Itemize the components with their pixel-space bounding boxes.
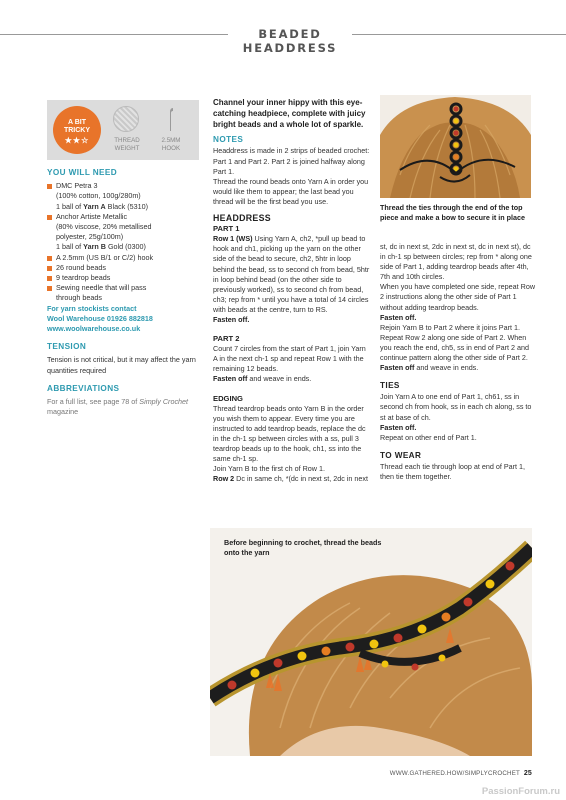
fasten-off: Fasten off.: [380, 312, 417, 322]
fasten-off: Fasten off and weave in ends.: [380, 363, 479, 373]
notes-heading: NOTES: [213, 135, 244, 145]
to-wear-text: Thread each tie through loop at end of Part 1, then tie them together.: [380, 461, 526, 481]
you-will-need-heading: YOU WILL NEED: [47, 168, 118, 177]
materials-item: 26 round beads: [47, 263, 205, 273]
row2-text: Row 2 Dc in same ch, *(dc in next st, 2dc in next: [213, 474, 368, 484]
footer-url: WWW.GATHERED.HOW/SIMPLYCROCHET: [389, 770, 520, 777]
stockist-url: www.woolwarehouse.co.uk: [47, 324, 141, 334]
page-title: BEADED HEADDRESS: [242, 27, 338, 55]
materials-item: DMC Petra 3 (100% cotton, 100g/280m) 1 ball of Yarn A Black (5310): [47, 181, 205, 212]
part2-text: Count 7 circles from the start of Part 1, join Yarn A in the next ch-1 sp and repeat Row 1 with the remaining 12 beads.: [213, 344, 366, 374]
part1-heading: PART 1: [213, 224, 240, 234]
middle-column: [213, 98, 371, 484]
page-footer: [390, 770, 532, 777]
tension-text: Tension is not critical, but it may affect the yarn quantities required: [47, 355, 196, 375]
part2-heading: PART 2: [213, 334, 240, 344]
watermark: PassionForum.ru: [481, 786, 560, 797]
abbreviations-heading: ABBREVIATIONS: [47, 383, 120, 393]
difficulty-badge-box: [47, 100, 199, 160]
crochet-hook-icon: [165, 106, 175, 132]
fasten-off: Fasten off.: [380, 422, 417, 432]
photo-caption-back: Thread the ties through the end of the top piece and make a bow to secure it in place: [380, 203, 525, 222]
part2-fasten: Fasten off and weave in ends.: [213, 374, 312, 384]
header-band: [0, 22, 566, 55]
ties-text: Join Yarn A to one end of Part 1, ch61, ss in second ch from hook, ss in each ch along, ss to st at base of ch.: [380, 392, 532, 422]
row2-continuation: st, dc in next st, 2dc in next st, dc in next st), dc in ch-1 sp between circles; rep from * along one side of Part 1, adding teardrop beads after 4th, 7th and 10th circles.: [380, 242, 532, 282]
right-para-2: When you have completed one side, repeat Row 2 instructions along the other side of Part 1 without adding teardrop beads.: [380, 282, 536, 312]
difficulty-badge: [53, 106, 101, 154]
stockist-name: Wool Warehouse 01926 882818: [47, 313, 153, 323]
star-rating-icon: ★★☆: [64, 136, 90, 145]
page-number: 25: [523, 770, 532, 777]
materials-item: Anchor Artiste Metallic (80% viscose, 20% metallised polyester, 25g/100m) 1 ball of Yarn B Gold (0300): [47, 212, 205, 253]
left-column: [47, 168, 205, 417]
photo-caption-main: Before beginning to crochet, thread the beads onto the yarn: [224, 538, 382, 557]
headdress-heading: HEADDRESS: [213, 213, 271, 224]
yarn-ball-icon: [113, 106, 139, 132]
edging-heading: EDGING: [213, 393, 243, 403]
notes-para-2: Thread the round beads onto Yarn A in order you would like them to appear; the last bead you thread will be the first bead you use.: [213, 176, 369, 206]
materials-item: Sewing needle that will pass through beads: [47, 283, 205, 303]
header-rule-left: [0, 34, 228, 35]
edging-para-2: Join Yarn B to the first ch of Row 1.: [213, 464, 325, 474]
header-rule-right: [352, 34, 566, 35]
intro-text: Channel your inner hippy with this eye-catching headpiece, complete with juicy bright beads and a whole lot of sparkle.: [213, 98, 366, 129]
difficulty-line-2: TRICKY: [63, 127, 91, 134]
ties-heading: TIES: [380, 381, 400, 391]
thread-weight-label: THREAD WEIGHT: [114, 137, 140, 152]
to-wear-heading: TO WEAR: [380, 450, 422, 460]
headband-photo-back: [380, 95, 531, 198]
ties-repeat: Repeat on other end of Part 1.: [380, 432, 477, 442]
stockists-text: For yarn stockists contact: [47, 303, 137, 313]
right-column: [380, 242, 538, 482]
edging-para-1: Thread teardrop beads onto Yarn B in the order you wish them to appear. Every time you are instructed to add teardrop beads, replace the dc in the ch-1 sp between circles with a ss, pull 3 teardrop beads up to the hook, ch1, ss into the same ch-1 sp.: [213, 403, 366, 464]
tension-heading: TENSION: [47, 342, 87, 352]
headband-photo-main: [210, 528, 532, 756]
notes-para-1: Headdress is made in 2 strips of beaded crochet: Part 1 and Part 2. Part 2 is joined halfway along Part 1.: [213, 146, 370, 176]
materials-item: 9 teardrop beads: [47, 273, 205, 283]
difficulty-line-1: A BIT: [67, 119, 87, 126]
abbreviations-text: For a full list, see page 78 of Simply Crochet magazine: [47, 397, 189, 417]
fasten-off: Fasten off.: [213, 314, 250, 324]
hook-size-label: 2.5MM HOOK: [161, 137, 181, 152]
right-para-3: Rejoin Yarn B to Part 2 where it joins Part 1. Repeat Row 2 along one side of Part 2. When you reach the end, ch5, ss in end of Part 2 and continue pattern along the other side of Part 2.: [380, 322, 530, 363]
materials-item: A 2.5mm (US B/1 or C/2) hook: [47, 253, 205, 263]
row1-text: Row 1 (WS) Using Yarn A, ch2, *pull up bead to hook and ch1, picking up the yarn on the other side of the bead to secure, ch2, 5htr in loop behind the bead, ss to second ch from bead, 5htr in loop behind bead (on the other side to previously worked), ss to second ch from bead, ch3; rep from * until you have a total of 14 circles with beads at the centre, turn to RS.: [213, 234, 370, 314]
